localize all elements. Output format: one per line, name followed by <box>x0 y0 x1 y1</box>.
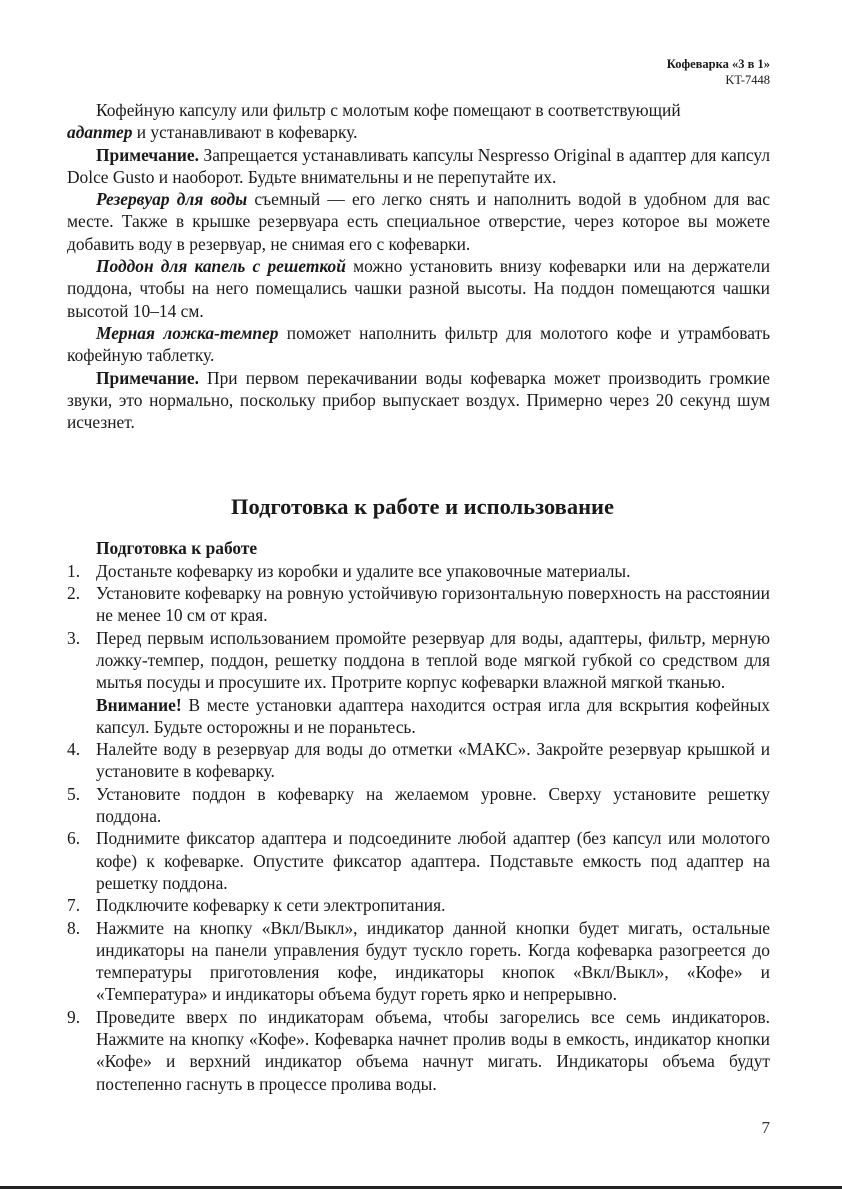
warning-note <box>67 694 770 739</box>
note-text: Запрещается устанавливать капсулы Nespresso Original в адаптер для капсул Dolce Gusto и наоборот. Будьте внимательны и не перепутайте их. <box>67 144 770 187</box>
step-text: Подключите кофеварку к сети электропитания. <box>96 895 446 916</box>
list-item <box>67 783 770 828</box>
page-number: 7 <box>761 1118 770 1137</box>
tamper-text: поможет наполнить фильтр для молотого кофе и утрамбовать кофейную таблетку. <box>67 322 770 366</box>
note-capsules <box>67 144 770 189</box>
note-text: При первом перекачивании воды кофеварка может производить громкие звуки, это нормально, поскольку прибор выпускает воздух. Примерно через 20 секунд шум исчезнет. <box>67 367 770 433</box>
intro-paragraph-cont <box>67 121 770 143</box>
step-number: 2. <box>67 583 81 604</box>
warning-label: Внимание! <box>96 694 182 715</box>
running-header <box>667 56 770 88</box>
step-number: 9. <box>67 1006 81 1027</box>
header-model: KT-7448 <box>725 73 770 87</box>
step-text: Установите поддон в кофеварку на желаемом уровне. Сверху установите решетку поддона. <box>96 783 770 827</box>
header-title: Кофеварка «3 в 1» <box>666 57 770 71</box>
tamper-paragraph <box>67 322 770 367</box>
note-noise <box>67 367 770 434</box>
note-label: Примечание. <box>96 367 199 388</box>
list-item <box>67 560 770 582</box>
section-title: Подготовка к работе и использование <box>230 494 614 520</box>
warning-text: В месте установки адаптера находится острая игла для вскрытия кофейных капсул. Будьте осторожны и не пораньтесь. <box>96 694 770 737</box>
step-text: Проведите вверх по индикаторам объема, чтобы загорелись все семь индикаторов. Нажмите на кнопку «Кофе». Кофеварка начнет пролив воды в емкость, индикатор кнопки «Кофе» и верхний индикатор объема начнут мигать. Индикаторы объема будут постепенно гаснуть в процессе пролива воды. <box>96 1006 770 1094</box>
steps-list-continued <box>67 738 770 1095</box>
tamper-term: Мерная ложка-темпер <box>96 322 279 343</box>
drip-tray-paragraph <box>67 255 770 322</box>
drip-tray-term: Поддон для капель с решеткой <box>96 256 346 277</box>
adapter-term: адаптер <box>67 122 133 143</box>
page-content <box>67 99 770 1095</box>
steps-list <box>67 560 770 694</box>
list-item <box>67 627 770 694</box>
note-label: Примечание. <box>96 144 199 165</box>
section-subtitle: Подготовка к работе <box>96 538 258 559</box>
step-number: 7. <box>67 895 81 916</box>
intro-text-line1: Кофейную капсулу или фильтр с молотым кофе помещают в соответствующий <box>96 100 681 120</box>
step-text: Достаньте кофеварку из коробки и удалите все упаковочные материалы. <box>96 560 631 581</box>
step-text: Поднимите фиксатор адаптера и подсоедините любой адаптер (без капсул или молотого кофе) к кофеварке. Опустите фиксатор адаптера. Подставьте емкость под адаптер на решетку поддона. <box>96 828 770 893</box>
list-item <box>67 827 770 894</box>
step-number: 3. <box>67 627 81 648</box>
list-item <box>67 738 770 783</box>
step-number: 5. <box>67 783 81 804</box>
list-item <box>67 582 770 627</box>
reservoir-paragraph <box>67 188 770 255</box>
intro-text-line2: и устанавливают в кофеварку. <box>132 122 358 143</box>
intro-paragraph <box>67 99 770 121</box>
step-text: Налейте воду в резервуар для воды до отметки «МАКС». Закройте резервуар крышкой и установите в кофеварку. <box>96 739 770 782</box>
step-number: 6. <box>67 828 81 849</box>
step-text: Нажмите на кнопку «Вкл/Выкл», индикатор данной кнопки будет мигать, остальные индикаторы на панели управления будут тускло гореть. Когда кофеварка разогреется до температуры приготовления кофе, индикаторы кнопок «Вкл/Выкл», «Кофе» и «Температура» и индикаторы объема будут гореть ярко и непрерывно. <box>96 917 770 1005</box>
list-item <box>67 894 770 916</box>
step-number: 8. <box>67 917 81 938</box>
reservoir-term: Резервуар для воды <box>96 189 248 210</box>
step-text: Установите кофеварку на ровную устойчивую горизонтальную поверхность на расстоянии не менее 10 см от края. <box>96 583 770 626</box>
list-item <box>67 1006 770 1095</box>
step-number: 1. <box>67 560 81 581</box>
list-item <box>67 917 770 1006</box>
drip-tray-text: можно установить внизу кофеварки или на держатели поддона, чтобы на него помещались чашки разной высоты. На поддон помещаются чашки высотой 10–14 см. <box>67 256 771 321</box>
step-number: 4. <box>67 739 81 760</box>
step-text: Перед первым использованием промойте резервуар для воды, адаптеры, фильтр, мерную ложку-темпер, поддон, решетку поддона в теплой воде мягкой губкой со средством для мытья посуды и просушите их. Протрите корпус кофеварки влажной мягкой тканью. <box>96 627 770 693</box>
reservoir-text: съемный — его легко снять и наполнить водой в удобном для вас месте. Также в крышке резервуара есть специальное отверстие, через которое вы можете добавить воду в резервуар, не снимая его с кофеварки. <box>67 189 770 254</box>
